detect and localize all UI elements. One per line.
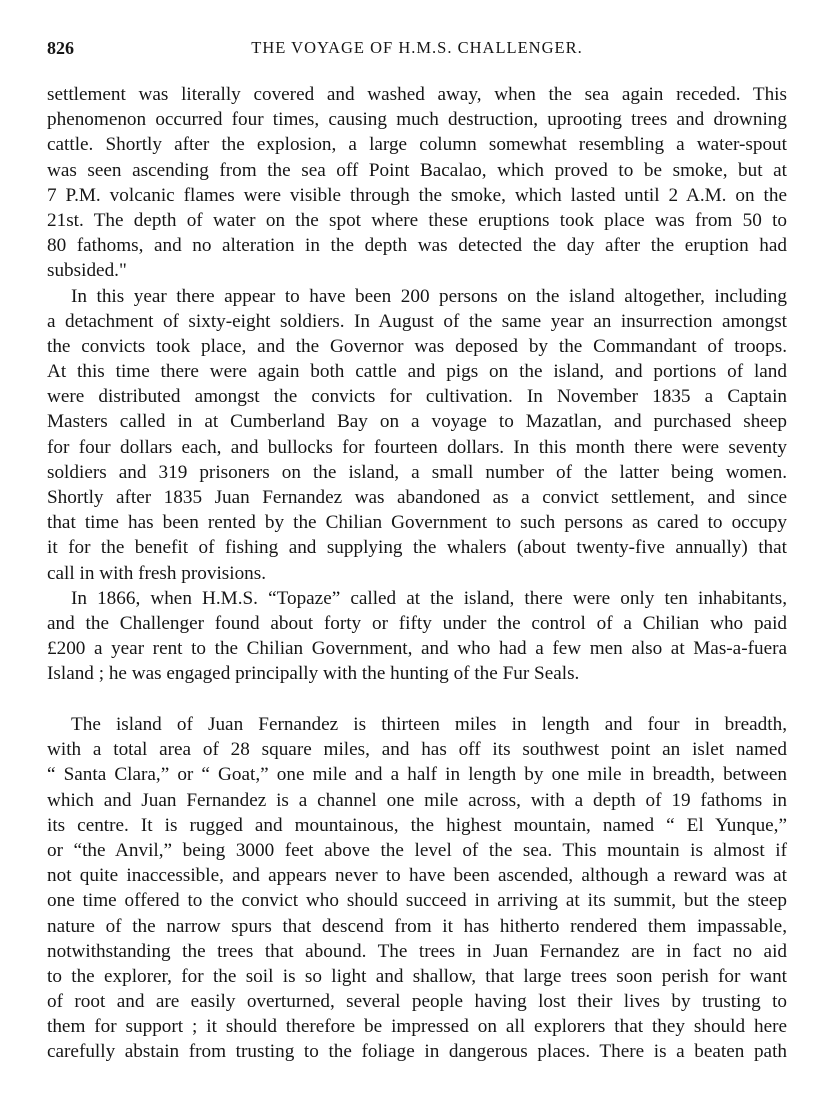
text-line: 21st. The depth of water on the spot where these eruptions took place was from 50 to [47, 209, 787, 231]
text-line: was seen ascending from the sea off Point Bacalao, which proved to be smoke, but at [47, 159, 787, 181]
text-line: to the explorer, for the soil is so light and shallow, that large trees soon perish for want [47, 965, 787, 987]
paragraph [47, 284, 787, 586]
text-line: Shortly after 1835 Juan Fernandez was abandoned as a convict settlement, and since [47, 487, 787, 508]
text-line: one time offered to the convict who should succeed in arriving at its summit, but the steep [47, 890, 787, 912]
text-line: or “the Anvil,” being 3000 feet above the level of the sea. This mountain is almost if [47, 839, 787, 861]
text-line: notwithstanding the trees that abound. The trees in Juan Fernandez are in fact no aid [47, 940, 787, 962]
text-line: phenomenon occurred four times, causing much destruction, uprooting trees and drowning [47, 109, 787, 131]
paragraph [47, 82, 787, 284]
text-line: At this time there were again both cattle and pigs on the island, and portions of land [47, 361, 787, 383]
text-line: Island ; he was engaged principally with the hunting of the Fur Seals. [47, 663, 580, 685]
text-line: for four dollars each, and bullocks for fourteen dollars. In this month there were seventy [47, 436, 787, 458]
text-line: and the Challenger found about forty or fifty under the control of a Chilian who paid [47, 612, 787, 634]
text-line: which and Juan Fernandez is a channel one mile across, with a depth of 19 fathoms in [47, 789, 787, 811]
text-line: the convicts took place, and the Governor was deposed by the Commandant of troops. [47, 335, 787, 357]
text-line: not quite inaccessible, and appears never to have been ascended, although a reward was at [47, 865, 787, 887]
paragraph [47, 712, 787, 1065]
text-line: nature of the narrow spurs that descend from it has hitherto rendered them impassable, [47, 915, 787, 937]
text-line: its centre. It is rugged and mountainous, the highest mountain, named “ El Yunque,” [47, 814, 787, 836]
page-number: 826 [47, 38, 74, 58]
text-line: Masters called in at Cumberland Bay on a voyage to Mazatlan, and purchased sheep [47, 411, 787, 433]
text-line: were distributed amongst the convicts for cultivation. In November 1835 a Captain [47, 386, 787, 408]
text-line: cattle. Shortly after the explosion, a large column somewhat resembling a water-spout [47, 134, 787, 156]
text-line: In 1866, when H.M.S. “Topaze” called at the island, there were only ten inhabitants, [71, 587, 787, 609]
text-line: subsided." [47, 260, 127, 282]
body-text-section-2 [47, 712, 787, 1065]
text-line: call in with fresh provisions. [47, 562, 267, 584]
text-line: 80 fathoms, and no alteration in the depth was detected the day after the eruption had [47, 235, 787, 257]
text-line: carefully abstain from trusting to the foliage in dangerous places. There is a beaten path [47, 1041, 787, 1063]
text-line: them for support ; it should therefore be impressed on all explorers that they should here [47, 1016, 787, 1038]
text-line: of root and are easily overturned, several people having lost their lives by trusting to [47, 991, 787, 1013]
text-line: “ Santa Clara,” or “ Goat,” one mile and a half in length by one mile in breadth, between [47, 764, 787, 786]
text-line: with a total area of 28 square miles, and has off its southwest point an islet named [47, 739, 787, 761]
body-text-section-1 [47, 82, 787, 687]
text-line: £200 a year rent to the Chilian Government, and who had a few men also at Mas-a-fuera [47, 638, 787, 660]
text-line: In this year there appear to have been 200 persons on the island altogether, including [71, 285, 787, 307]
text-line: that time has been rented by the Chilian Government to such persons as cared to occupy [47, 512, 787, 534]
text-line: soldiers and 319 prisoners on the island, a small number of the latter being women. [47, 461, 787, 483]
running-header [47, 38, 787, 62]
text-line: The island of Juan Fernandez is thirteen miles in length and four in breadth, [71, 714, 787, 735]
paragraph [47, 586, 787, 687]
running-title: THE VOYAGE OF H.M.S. CHALLENGER. [251, 38, 583, 57]
text-line: it for the benefit of fishing and supplying the whalers (about twenty-five annually) that [47, 537, 787, 559]
text-line: a detachment of sixty-eight soldiers. In August of the same year an insurrection amongst [47, 310, 787, 332]
text-line: 7 P.M. volcanic flames were visible through the smoke, which lasted until 2 A.M. on the [47, 184, 787, 206]
text-line: settlement was literally covered and washed away, when the sea again receded. This [47, 84, 787, 105]
